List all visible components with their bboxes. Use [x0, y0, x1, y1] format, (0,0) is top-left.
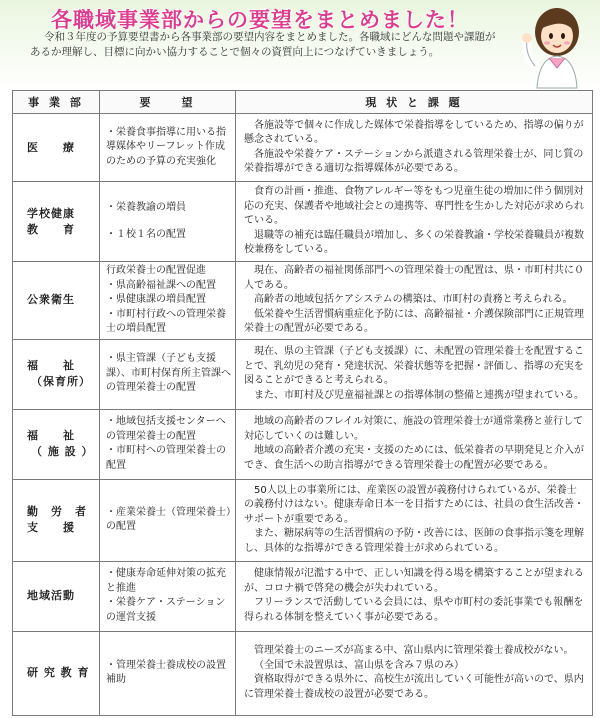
status-paragraph: また、市町村及び児童福祉課との指導体制の整備と連携が望まれている。 — [254, 389, 584, 401]
division-cell — [13, 339, 100, 409]
request-item: ・県高齢福祉課への配置 — [106, 279, 216, 291]
status-paragraph: 地域の高齢者のフレイル対策に、施設の管理栄養士が通常業務と並行して対応していくのは難しい。 — [244, 416, 584, 442]
status-paragraph: 各施設や栄養ケア・ステーションから派遣される管理栄養士が、同じ質の栄養指導ができる適切な指導媒体が必要である。 — [244, 148, 584, 174]
status-paragraph: 現在、高齢者の福祉関係部門への管理栄養士の配置は、県・市町村共に０人である。 — [244, 265, 584, 291]
request-item: ・栄養ケア・ステーションの運営支援 — [106, 597, 226, 623]
table-row — [13, 409, 593, 479]
page-title: 各職域事業部からの要望をまとめました！ — [51, 8, 469, 32]
request-cell — [100, 561, 236, 631]
division-cell — [13, 409, 100, 479]
intro-line-2: あるか理解し、目標に向かい協力することで個々の資質向上につなげていきましょう。 — [30, 46, 440, 58]
request-cell — [100, 479, 236, 561]
nutritionist-mascot-icon — [505, 2, 597, 90]
status-cell — [236, 182, 593, 262]
request-item: ・産業栄養士（管理栄養士）の配置 — [106, 506, 231, 532]
division-cell — [13, 631, 100, 715]
status-paragraph: （全国で未設置県は、富山県を含み７県のみ） — [254, 659, 464, 671]
status-paragraph: 高齢者の地域包括ケアシステムの構築は、市町村の責務と考えられる。 — [254, 294, 573, 305]
table-row — [13, 339, 593, 409]
header-division: 事 業 部 — [13, 91, 100, 114]
status-paragraph: 資格取得ができる県外に、高校生が流出していく可能性が高いので、県内に管理栄養士養成校の設置が必要である。 — [244, 674, 584, 700]
table-row — [13, 479, 593, 561]
division-cell — [13, 262, 100, 340]
request-cell — [100, 631, 236, 715]
status-paragraph: 各施設等で個々に作成した媒体で栄養指導をしているため、指導の偏りが懸念されている。 — [244, 119, 584, 145]
status-cell — [236, 631, 593, 715]
division-label: 医 療 — [27, 140, 75, 154]
division-label: 公衆衛生 — [27, 293, 75, 307]
status-paragraph: 退職等の補充は臨任職員が増加し、多くの栄養教諭・学校栄養職員が複数校兼務をしている。 — [244, 229, 584, 256]
status-cell — [236, 339, 593, 409]
status-cell — [236, 262, 593, 340]
request-item: ・市町村への管理栄養士の配置 — [106, 445, 226, 471]
division-label: （ 施 設 ） — [31, 445, 94, 458]
table-row — [13, 631, 593, 715]
division-label: 勤 労 者 — [27, 505, 87, 518]
division-label: 福 祉 — [27, 429, 75, 442]
request-item: ・県健康課の増員配置 — [106, 294, 206, 305]
status-paragraph: フリーランスで活動している会員には、県や市町村の委託事業でも報酬を得られる体制を整えていく事が必要である。 — [244, 597, 584, 623]
status-cell — [236, 114, 593, 182]
request-item: ・栄養食事指導に用いる指導媒体やリーフレット作成のための予算の充実強化 — [106, 126, 226, 167]
request-item: ・県主管課（子ども支援課）、市町村保育所主管課への管理栄養士の配置 — [106, 353, 231, 394]
division-cell — [13, 561, 100, 631]
table-row — [13, 114, 593, 182]
intro-text — [30, 30, 500, 60]
table-row — [13, 262, 593, 340]
request-item: 行政栄養士の配置促進 — [106, 265, 206, 276]
table-row — [13, 182, 593, 262]
header-request: 要 望 — [100, 91, 236, 114]
intro-line-1: 令和３年度の予算要望書から各事業部の要望内容をまとめました。各職域にどんな問題や課題が — [44, 31, 496, 43]
status-paragraph: 現在、県の主管課（子ども支援課）に、未配置の管理栄養士を配置することで、乳幼児の発育・発達状況、栄養状態等を把握・評価し、指導の充実を図ることができると考えられる。 — [244, 346, 584, 386]
division-cell — [13, 479, 100, 561]
division-cell — [13, 182, 100, 262]
request-item: ・１校１名の配置 — [106, 228, 186, 240]
table-row — [13, 561, 593, 631]
status-cell — [236, 409, 593, 479]
status-paragraph: 50人以上の事業所には、産業医の設置が義務付けられているが、栄養士の義務付けはない。健康寿命日本一を目指すためには、社員の食生活改善・サポートが重要である。 — [244, 484, 584, 525]
request-cell — [100, 339, 236, 409]
division-label: 教 育 — [27, 222, 75, 236]
division-cell — [13, 114, 100, 182]
division-label: 支 援 — [27, 521, 75, 534]
status-paragraph: また、糖尿病等の生活習慣病の予防・改善には、医師の食事指示箋を理解し、具体的な指導ができる管理栄養士が求められている。 — [244, 528, 584, 554]
request-item: ・地域包括支援センターへの管理栄養士の配置 — [106, 416, 226, 442]
request-cell — [100, 262, 236, 340]
request-item: ・管理栄養士養成校の設置補助 — [106, 659, 226, 685]
division-label: （保育所） — [31, 375, 91, 388]
request-table — [12, 90, 593, 716]
status-paragraph: 健康情報が氾濫する中で、正しい知識を得る場を構築することが望まれるが、コロナ禍で啓発の機会が失われている。 — [244, 568, 584, 594]
division-label: 地域活動 — [27, 589, 75, 602]
status-paragraph: 食育の計画・推進、食物アレルギー等をもつ児童生徒の増加に伴う個別対応の充実、保護者や地域社会との連携等、専門性を生かした対応が求められている。 — [244, 186, 584, 227]
division-label: 福 祉 — [27, 359, 75, 372]
table-header-row — [13, 91, 593, 114]
request-cell — [100, 182, 236, 262]
status-paragraph: 管理栄養士のニーズが高まる中、富山県内に管理栄養士養成校がない。 — [254, 645, 574, 656]
status-cell — [236, 479, 593, 561]
request-item: ・健康寿命延伸対策の拡充と推進 — [106, 568, 226, 594]
division-label: 研 究 教 育 — [27, 666, 90, 679]
status-paragraph: 低栄養や生活習慣病重症化予防には、高齢福祉・介護保険部門に正規管理栄養士の配置が必要である。 — [244, 308, 584, 334]
request-cell — [100, 114, 236, 182]
request-cell — [100, 409, 236, 479]
status-cell — [236, 561, 593, 631]
header-status: 現 状 と 課 題 — [236, 91, 593, 114]
request-item: ・栄養教諭の増員 — [106, 202, 186, 213]
request-item: ・市町村行政への管理栄養士の増員配置 — [106, 308, 226, 334]
status-paragraph: 地域の高齢者介護の充実・支援のためには、低栄養者の早期発見と介入ができ、食生活への助言指導ができる管理栄養士の配置が必要である。 — [244, 445, 584, 471]
division-label: 学校健康 — [27, 206, 75, 220]
